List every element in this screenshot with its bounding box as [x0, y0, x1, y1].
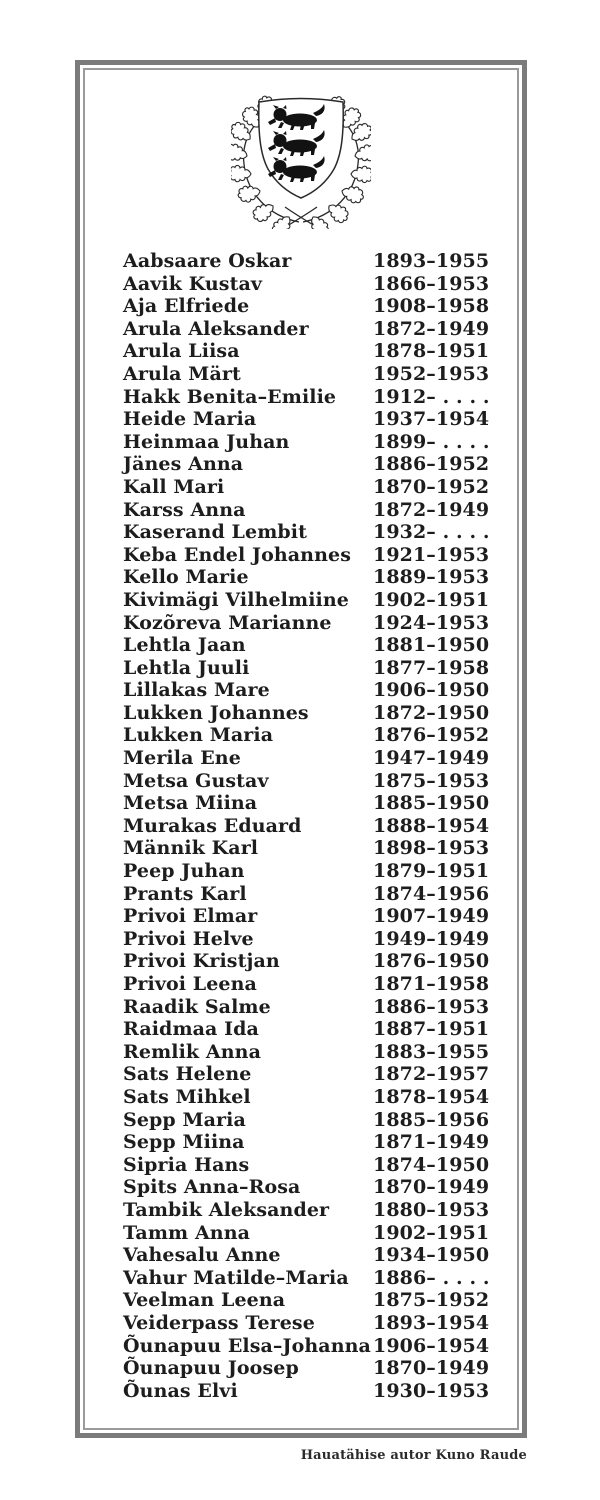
person-name: Metsa Gustav — [123, 769, 269, 792]
memorial-entry — [123, 1380, 517, 1403]
life-years: 1930–1953 — [373, 1379, 490, 1402]
life-years: 1872–1949 — [373, 317, 490, 340]
memorial-entry — [123, 1335, 517, 1358]
memorial-entry — [123, 476, 517, 499]
memorial-entry — [123, 363, 517, 386]
memorial-entry — [123, 860, 517, 883]
memorial-entry — [123, 679, 517, 702]
memorial-entry — [123, 1109, 517, 1132]
person-name: Heide Maria — [123, 408, 257, 431]
person-name: Tamm Anna — [123, 1221, 251, 1244]
life-years: 1866–1953 — [373, 272, 490, 295]
person-name: Privoi Elmar — [123, 905, 258, 928]
memorial-entry — [123, 928, 517, 951]
memorial-entry — [123, 905, 517, 928]
memorial-entry — [123, 1176, 517, 1199]
person-name: Kaserand Lembit — [123, 521, 307, 544]
life-years: 1934–1950 — [373, 1244, 490, 1267]
life-years: 1908–1958 — [373, 295, 490, 318]
person-name: Veelman Leena — [123, 1289, 286, 1312]
person-name: Arula Liisa — [123, 340, 240, 363]
memorial-entry — [123, 1154, 517, 1177]
person-name: Lukken Maria — [123, 724, 274, 747]
memorial-entry — [123, 250, 517, 273]
person-name: Merila Ene — [123, 747, 241, 770]
memorial-entry — [123, 747, 517, 770]
life-years: 1902–1951 — [373, 1221, 490, 1244]
person-name: Peep Juhan — [123, 860, 245, 883]
life-years: 1888–1954 — [373, 814, 490, 837]
life-years: 1875–1953 — [373, 769, 490, 792]
life-years: 1898–1953 — [373, 837, 490, 860]
life-years: 1887–1951 — [373, 1018, 490, 1041]
memorial-entry — [123, 1063, 517, 1086]
memorial-entry — [123, 386, 517, 409]
memorial-entry — [123, 770, 517, 793]
life-years: 1947–1949 — [373, 747, 490, 770]
memorial-entry — [123, 973, 517, 996]
memorial-entry — [123, 273, 517, 296]
memorial-entry — [123, 702, 517, 725]
life-years: 1949–1949 — [373, 927, 490, 950]
memorial-entry — [123, 1131, 517, 1154]
life-years: 1874–1950 — [373, 1153, 490, 1176]
person-name: Murakas Eduard — [123, 814, 302, 837]
person-name: Sats Helene — [123, 1063, 252, 1086]
memorial-entry — [123, 1244, 517, 1267]
life-years: 1871–1958 — [373, 973, 490, 995]
life-years: 1906–1950 — [373, 679, 490, 702]
life-years: 1893–1955 — [373, 250, 490, 272]
life-years: 1952–1953 — [373, 362, 490, 385]
memorial-entry — [123, 1086, 517, 1109]
person-name: Kall Mari — [123, 475, 225, 498]
life-years: 1880–1953 — [373, 1198, 490, 1221]
person-name: Keba Endel Johannes — [123, 543, 351, 566]
life-years: 1902–1951 — [373, 588, 490, 611]
memorial-entry — [123, 521, 517, 544]
person-name: Sats Mihkel — [123, 1085, 251, 1108]
person-name: Veiderpass Terese — [123, 1311, 315, 1334]
life-years: 1879–1951 — [373, 860, 490, 883]
memorial-entry — [123, 883, 517, 906]
memorial-entry — [123, 1312, 517, 1335]
memorial-entry — [123, 612, 517, 635]
life-years: 1886–1952 — [373, 453, 490, 476]
person-name: Privoi Helve — [123, 927, 254, 950]
life-years: 1870–1949 — [373, 1357, 490, 1380]
life-years: 1878–1954 — [373, 1085, 490, 1108]
person-name: Kozõreva Marianne — [123, 611, 332, 634]
person-name: Lillakas Mare — [123, 679, 270, 702]
life-years: 1875–1952 — [373, 1289, 490, 1312]
person-name: Õunapuu Joosep — [123, 1357, 299, 1380]
person-name: Karss Anna — [123, 498, 246, 521]
person-name: Prants Karl — [123, 882, 247, 905]
memorial-entry — [123, 724, 517, 747]
memorial-entry — [123, 950, 517, 973]
memorial-entry — [123, 589, 517, 612]
life-years: 1877–1958 — [373, 656, 490, 679]
life-years: 1907–1949 — [373, 905, 490, 928]
life-years: 1872–1950 — [373, 701, 490, 724]
memorial-entry — [123, 431, 517, 454]
life-years: 1899– . . . . — [373, 430, 490, 453]
life-years: 1870–1952 — [373, 475, 490, 498]
life-years: 1872–1949 — [373, 498, 490, 521]
person-name: Lehtla Jaan — [123, 634, 246, 657]
person-name: Jänes Anna — [123, 453, 244, 476]
memorial-entry — [123, 657, 517, 680]
memorial-entry — [123, 815, 517, 838]
life-years: 1889–1953 — [373, 566, 490, 589]
person-name: Arula Märt — [123, 362, 241, 385]
person-name: Raadik Salme — [123, 995, 271, 1018]
person-name: Kivimägi Vilhelmiine — [123, 588, 349, 611]
memorial-entry — [123, 837, 517, 860]
person-name: Remlik Anna — [123, 1040, 261, 1063]
plaque-frame — [75, 60, 527, 1438]
life-years: 1878–1951 — [373, 340, 490, 363]
memorial-entry — [123, 453, 517, 476]
memorial-entry — [123, 634, 517, 657]
life-years: 1871–1949 — [373, 1131, 490, 1154]
life-years: 1886–1953 — [373, 995, 490, 1018]
author-caption: Hauatähise autor Kuno Raude — [300, 1448, 527, 1463]
memorial-entry — [123, 1267, 517, 1290]
person-name: Privoi Leena — [123, 973, 257, 995]
memorial-entry — [123, 566, 517, 589]
person-name: Tambik Aleksander — [123, 1198, 330, 1221]
memorial-entry — [123, 408, 517, 431]
person-name: Sipria Hans — [123, 1153, 250, 1176]
memorial-entry — [123, 1289, 517, 1312]
person-name: Aabsaare Oskar — [123, 250, 292, 272]
life-years: 1876–1952 — [373, 724, 490, 747]
person-name: Männik Karl — [123, 837, 259, 860]
life-years: 1921–1953 — [373, 543, 490, 566]
person-name: Lehtla Juuli — [123, 656, 250, 679]
person-name: Spits Anna–Rosa — [123, 1176, 301, 1199]
life-years: 1872–1957 — [373, 1063, 490, 1086]
memorial-entry — [123, 1018, 517, 1041]
memorial-list — [85, 250, 517, 1402]
memorial-entry — [123, 544, 517, 567]
memorial-entry — [123, 295, 517, 318]
person-name: Aavik Kustav — [123, 272, 263, 295]
person-name: Lukken Johannes — [123, 701, 309, 724]
person-name: Kello Marie — [123, 566, 249, 589]
life-years: 1876–1950 — [373, 950, 490, 973]
person-name: Arula Aleksander — [123, 317, 309, 340]
life-years: 1932– . . . . — [373, 521, 490, 544]
person-name: Vahur Matilde–Maria — [123, 1266, 349, 1289]
memorial-entry — [123, 996, 517, 1019]
person-name: Õunas Elvi — [123, 1379, 238, 1402]
life-years: 1924–1953 — [373, 611, 490, 634]
life-years: 1885–1956 — [373, 1108, 490, 1131]
life-years: 1886– . . . . — [373, 1266, 490, 1289]
life-years: 1874–1956 — [373, 882, 490, 905]
person-name: Sepp Maria — [123, 1108, 246, 1131]
life-years: 1912– . . . . — [373, 385, 490, 408]
person-name: Metsa Miina — [123, 792, 258, 815]
person-name: Sepp Miina — [123, 1131, 245, 1154]
person-name: Vahesalu Anne — [123, 1244, 281, 1267]
memorial-entry — [123, 1199, 517, 1222]
person-name: Privoi Kristjan — [123, 950, 280, 973]
life-years: 1883–1955 — [373, 1040, 490, 1063]
life-years: 1870–1949 — [373, 1176, 490, 1199]
estonia-coat-of-arms-icon — [231, 94, 371, 229]
person-name: Hakk Benita–Emilie — [123, 385, 337, 408]
person-name: Aja Elfriede — [123, 295, 250, 318]
life-years: 1906–1954 — [373, 1334, 490, 1357]
person-name: Raidmaa Ida — [123, 1018, 259, 1041]
person-name: Heinmaa Juhan — [123, 430, 290, 453]
memorial-entry — [123, 340, 517, 363]
person-name: Õunapuu Elsa–Johanna — [123, 1334, 371, 1357]
life-years: 1937–1954 — [373, 408, 490, 431]
life-years: 1885–1950 — [373, 792, 490, 815]
memorial-entry — [123, 1041, 517, 1064]
memorial-entry — [123, 1222, 517, 1245]
life-years: 1893–1954 — [373, 1311, 490, 1334]
memorial-entry — [123, 1357, 517, 1380]
memorial-entry — [123, 792, 517, 815]
memorial-entry — [123, 499, 517, 522]
life-years: 1881–1950 — [373, 634, 490, 657]
memorial-entry — [123, 318, 517, 341]
plaque-inner-frame — [83, 68, 519, 1430]
